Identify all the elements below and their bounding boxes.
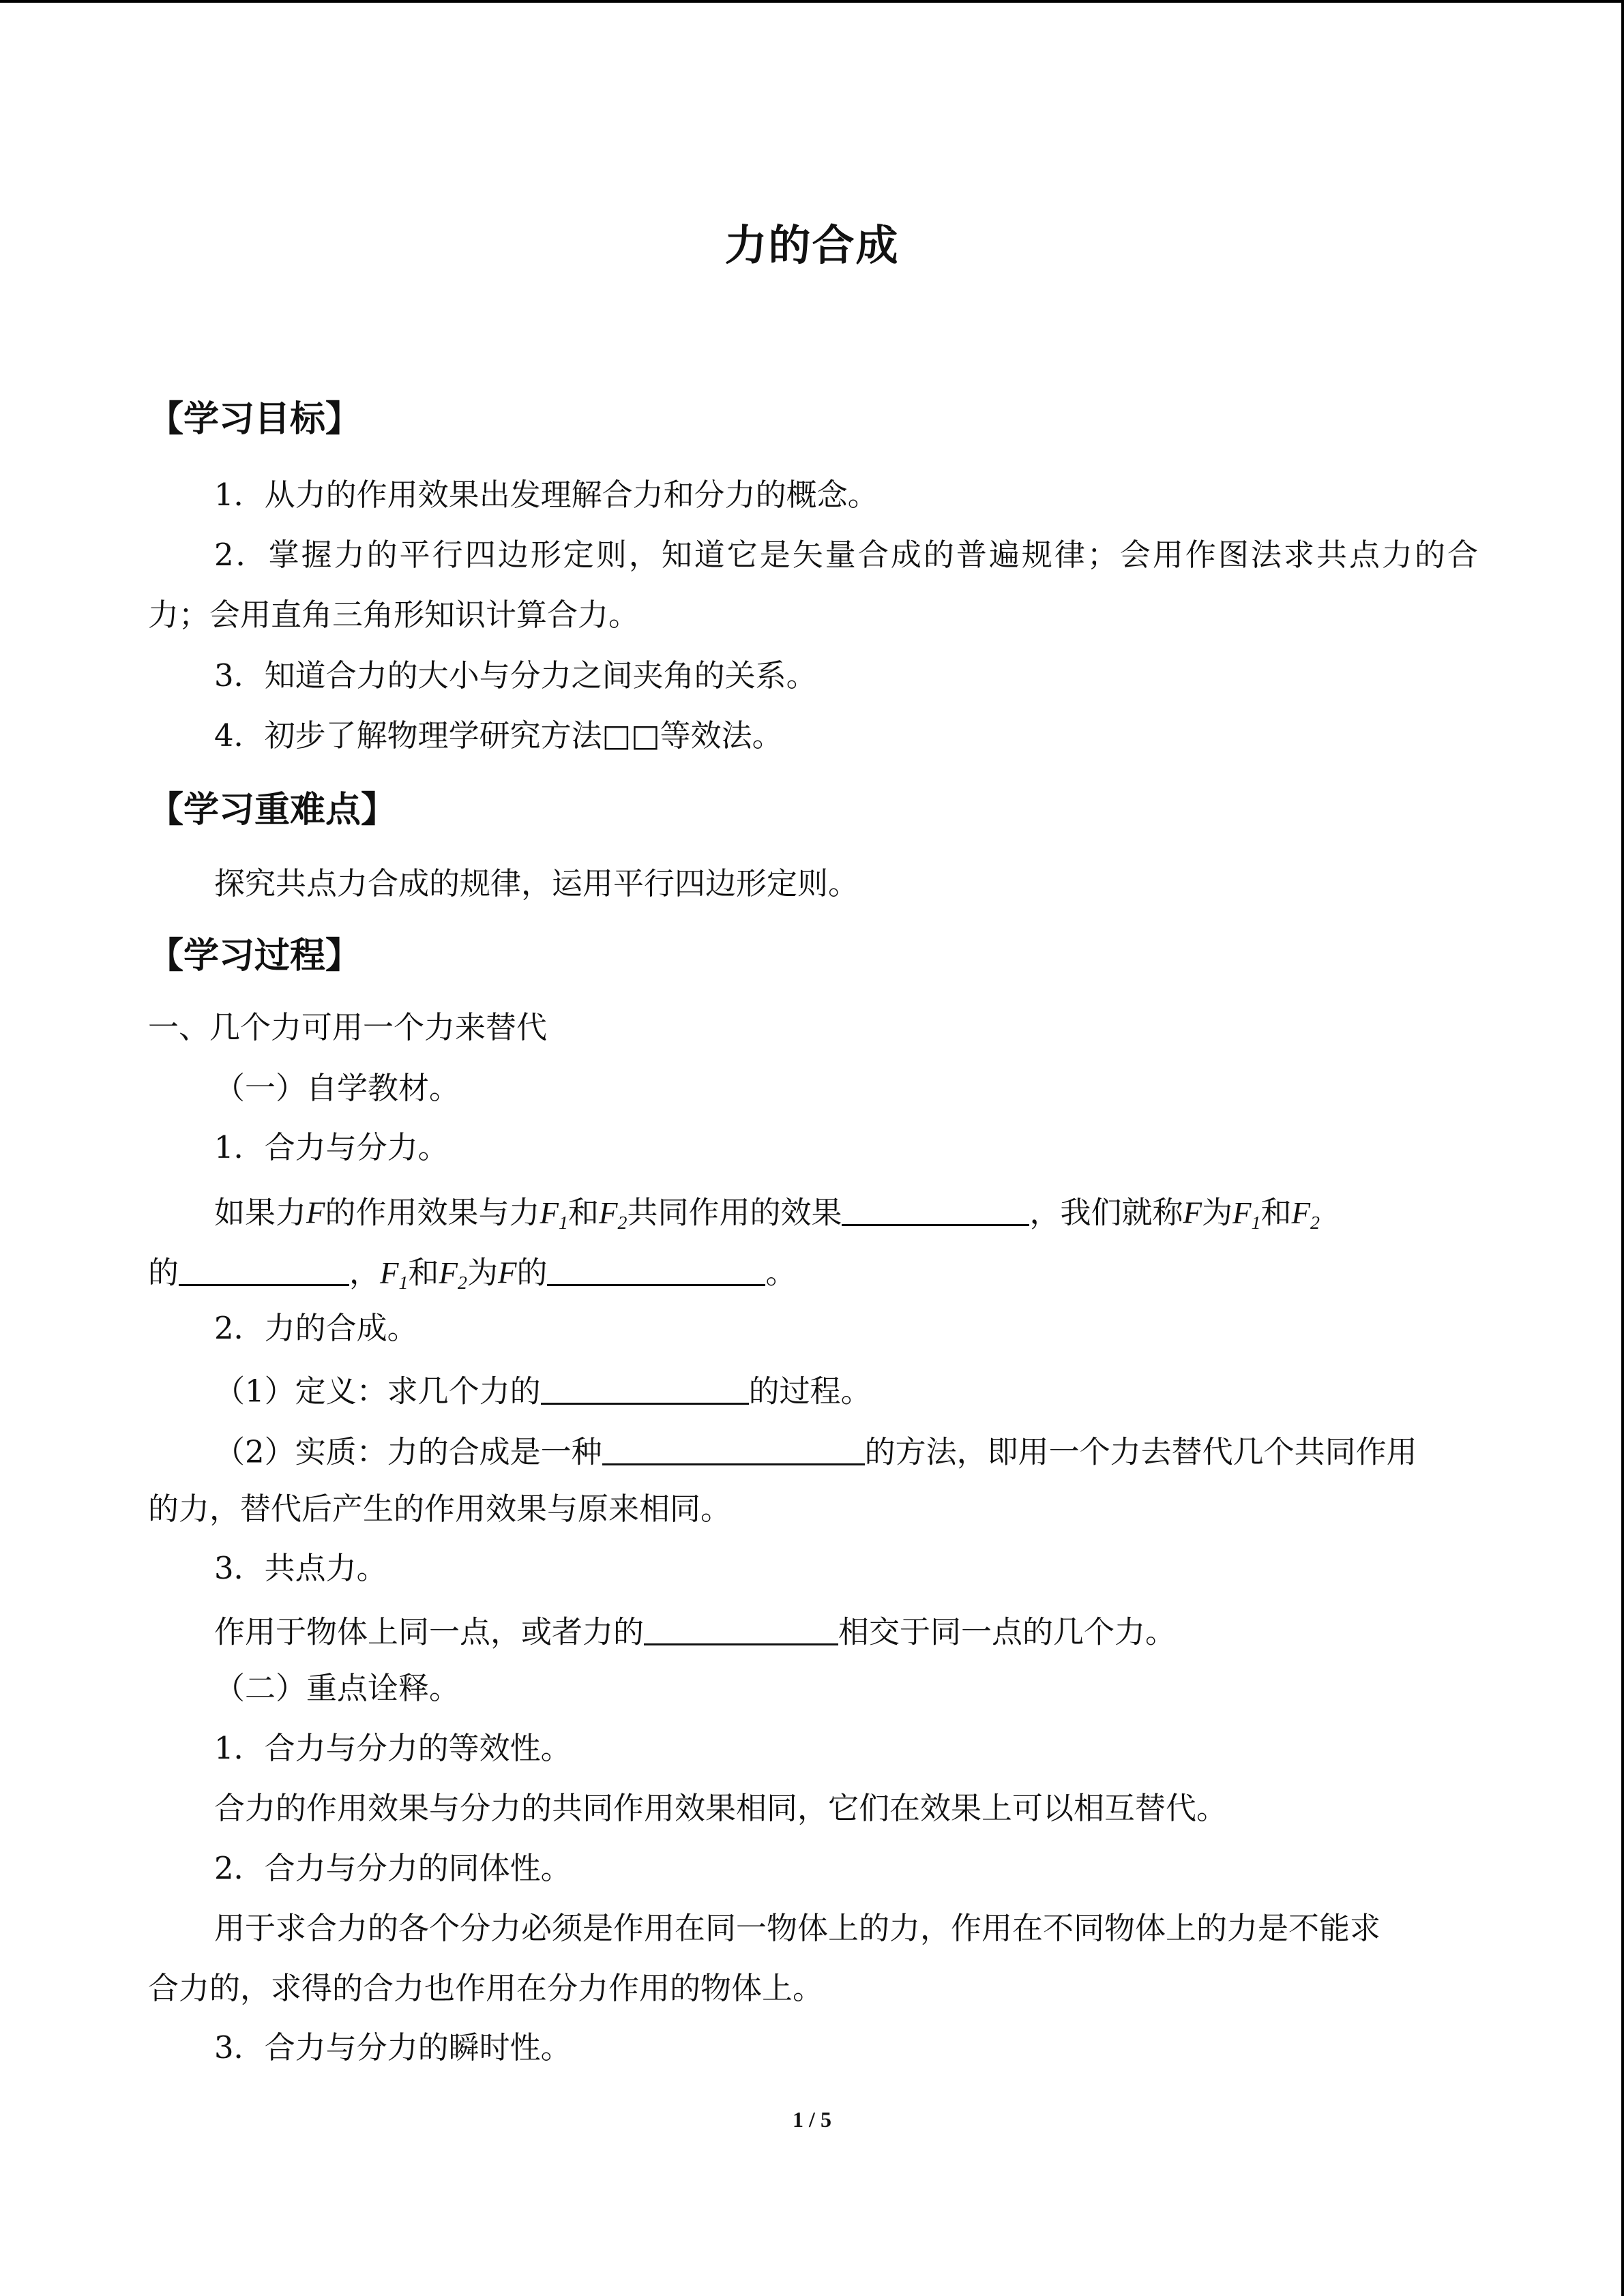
text: 的 (148, 1254, 179, 1291)
symbol-F1: $F_1$ (540, 1195, 568, 1234)
composition-definition (214, 1372, 872, 1410)
heading-process: 【学习过程】 (148, 936, 361, 976)
text: 和 (1260, 1194, 1292, 1231)
key-2-title: 2．合力与分力的同体性。 (214, 1850, 572, 1886)
goal-2-cont: 力；会用直角三角形知识计算合力。 (148, 597, 640, 633)
fill-blank-2[interactable] (179, 1253, 349, 1286)
goal-2-text: 2．掌握力的平行四边形定则，知道它是矢量合成的普遍规律；会用作图法求共点力的合 (214, 537, 1478, 573)
concurrent-forces-text (214, 1613, 1176, 1648)
text: 如果力 (214, 1194, 307, 1231)
definition-sentence-2 (148, 1253, 797, 1292)
subsection-key-explanation: （二）重点诠释。 (214, 1670, 460, 1706)
text: 的方法，即用一个力去替代几个共同作用 (864, 1433, 1417, 1470)
key-1-text: 合力的作用效果与分力的共同作用效果相同，它们在效果上可以相互替代。 (214, 1790, 1228, 1826)
text: 。 (765, 1254, 797, 1291)
composition-essence-cont: 的力，替代后产生的作用效果与原来相同。 (148, 1491, 732, 1527)
text: 为 (467, 1254, 498, 1291)
symbol-F2: $F_2$ (1291, 1195, 1320, 1234)
key-1-title: 1．合力与分力的等效性。 (214, 1730, 572, 1766)
text: 的 (516, 1254, 548, 1291)
fill-blank-6[interactable] (644, 1613, 838, 1645)
text: 和 (567, 1194, 599, 1231)
page-border-right (1621, 0, 1624, 2296)
text: 为 (1201, 1194, 1232, 1231)
fill-blank-3[interactable] (547, 1253, 765, 1286)
text: 相交于同一点的几个力。 (838, 1613, 1177, 1650)
heading-key-points: 【学习重难点】 (148, 790, 397, 831)
subsection-self-study: （一）自学教材。 (214, 1070, 460, 1106)
symbol-F: F (1183, 1195, 1202, 1230)
text: ，我们就称 (1029, 1194, 1183, 1231)
item-force-composition: 2．力的合成。 (214, 1310, 418, 1346)
item-concurrent-forces: 3．共点力。 (214, 1550, 387, 1586)
key-3-title: 3．合力与分力的瞬时性。 (214, 2029, 572, 2066)
goal-4: 4．初步了解物理学研究方法□□等效法。 (214, 717, 783, 754)
composition-essence (214, 1433, 1417, 1470)
fill-blank-4[interactable] (541, 1372, 749, 1405)
definition-sentence-1 (214, 1193, 1320, 1232)
key-2-text-cont: 合力的，求得的合力也作用在分力作用的物体上。 (148, 1970, 824, 2006)
symbol-F2: $F_2$ (599, 1195, 628, 1234)
item-resultant-component: 1．合力与分力。 (214, 1129, 449, 1165)
text: 的作用效果与力 (325, 1194, 540, 1231)
goal-3: 3．知道合力的大小与分力之间夹角的关系。 (214, 657, 817, 694)
text: ， (349, 1254, 381, 1291)
symbol-F1: $F_1$ (380, 1255, 409, 1294)
key-point-text: 探究共点力合成的规律，运用平行四边形定则。 (214, 865, 859, 901)
page-border-top (0, 0, 1624, 3)
part1-title: 一、几个力可用一个力来替代 (148, 1009, 548, 1045)
text: （2）实质：力的合成是一种 (214, 1433, 602, 1470)
text: 作用于物体上同一点，或者力的 (214, 1613, 645, 1650)
page-number: 1 / 5 (793, 2107, 831, 2132)
heading-goals: 【学习目标】 (148, 399, 361, 440)
key-2-text: 用于求合力的各个分力必须是作用在同一物体上的力，作用在不同物体上的力是不能求 (214, 1910, 1381, 1946)
goal-2 (214, 537, 1478, 573)
text: （1）定义：求几个力的 (214, 1373, 541, 1410)
text: 的过程。 (748, 1373, 872, 1410)
text: 共同作用的效果 (627, 1194, 842, 1231)
symbol-F1: $F_1$ (1232, 1195, 1261, 1234)
page-title: 力的合成 (724, 220, 900, 270)
text: 和 (408, 1254, 439, 1291)
symbol-F2: $F_2$ (439, 1255, 467, 1294)
fill-blank-5[interactable] (602, 1433, 865, 1465)
symbol-F: F (306, 1195, 325, 1230)
goal-1: 1．从力的作用效果出发理解合力和分力的概念。 (214, 477, 879, 513)
symbol-F: F (497, 1255, 517, 1290)
fill-blank-1[interactable] (842, 1193, 1029, 1226)
